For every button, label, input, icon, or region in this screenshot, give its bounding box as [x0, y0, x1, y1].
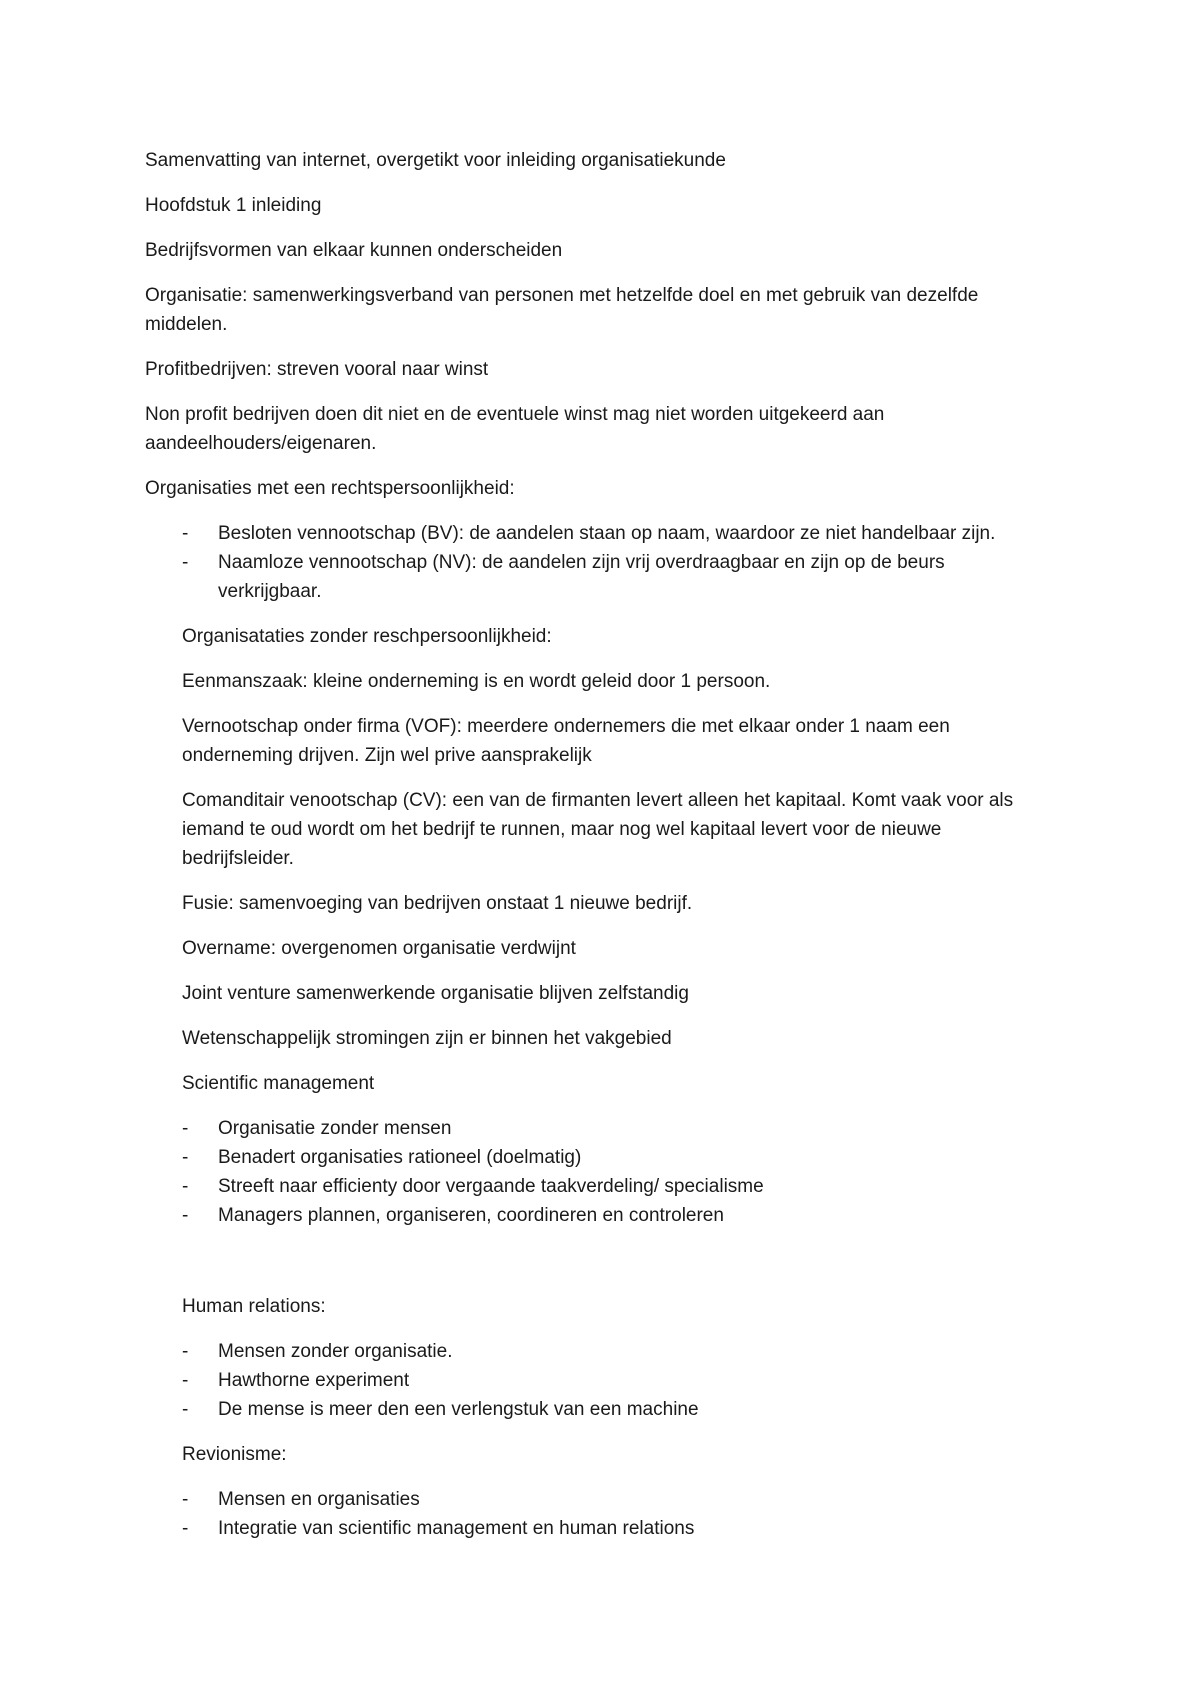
dash-marker: - — [182, 1518, 189, 1539]
list-item-text: Mensen zonder organisatie. — [218, 1341, 453, 1362]
list-scientific-management — [182, 1114, 1050, 1230]
list-item — [182, 1485, 1050, 1514]
list-item-text: Mensen en organisaties — [218, 1489, 420, 1510]
list-item-text: Besloten vennootschap (BV): de aandelen staan op naam, waardoor ze niet handelbaar zijn. — [218, 523, 996, 544]
definition-organisatie: Organisatie: samenwerkingsverband van personen met hetzelfde doel en met gebruik van dezelfde middelen. — [145, 285, 979, 335]
dash-marker: - — [182, 1176, 189, 1197]
dash-marker: - — [182, 552, 189, 573]
list-item — [182, 548, 1050, 606]
list-item — [182, 1366, 1050, 1395]
dash-marker: - — [182, 1147, 189, 1168]
dash-marker: - — [182, 1370, 189, 1391]
list-item-text: Hawthorne experiment — [218, 1370, 410, 1391]
list-item — [182, 1114, 1050, 1143]
list-revionisme — [182, 1485, 1050, 1543]
definition-nonprofit: Non profit bedrijven doen dit niet en de eventuele winst mag niet worden uitgekeerd aan aandeelhouders/eigenaren. — [145, 404, 885, 454]
list-item-text: Managers plannen, organiseren, coordineren en controleren — [218, 1205, 724, 1226]
dash-marker: - — [182, 1341, 189, 1362]
dash-marker: - — [182, 1489, 189, 1510]
definition-joint-venture: Joint venture samenwerkende organisatie blijven zelfstandig — [182, 983, 689, 1004]
section-heading-met-rechtspersoon: Organisaties met een rechtspersoonlijkheid: — [145, 478, 515, 499]
blank-line — [145, 1246, 1050, 1292]
chapter-heading: Hoofdstuk 1 inleiding — [145, 195, 322, 216]
dash-marker: - — [182, 523, 189, 544]
learning-goal: Bedrijfsvormen van elkaar kunnen onderscheiden — [145, 240, 563, 261]
dash-marker: - — [182, 1205, 189, 1226]
list-item-text: Streeft naar efficienty door vergaande taakverdeling/ specialisme — [218, 1176, 764, 1197]
list-item — [182, 519, 1050, 548]
list-item-text: De mense is meer den een verlengstuk van een machine — [218, 1399, 699, 1420]
dash-marker: - — [182, 1118, 189, 1139]
definition-cv: Comanditair venootschap (CV): een van de firmanten levert alleen het kapitaal. Komt vaak voor als iemand te oud wordt om het bedrijf te runnen, maar nog wel kapitaal levert voor de nieuwe bedrijfsleider. — [182, 790, 1014, 869]
list-item — [182, 1172, 1050, 1201]
definition-eenmanszaak: Eenmanszaak: kleine onderneming is en wordt geleid door 1 persoon. — [182, 671, 771, 692]
section-heading-human-relations: Human relations: — [182, 1296, 326, 1317]
stromingen-intro: Wetenschappelijk stromingen zijn er binnen het vakgebied — [182, 1028, 672, 1049]
document-body — [145, 146, 1050, 1559]
section-heading-scientific: Scientific management — [182, 1073, 375, 1094]
list-item — [182, 1337, 1050, 1366]
list-item — [182, 1143, 1050, 1172]
list-item — [182, 1514, 1050, 1543]
list-item — [182, 1201, 1050, 1230]
section-heading-revionisme: Revionisme: — [182, 1444, 287, 1465]
section-heading-zonder-rechtspersoon: Organisataties zonder reschpersoonlijkheid: — [182, 626, 552, 647]
definition-fusie: Fusie: samenvoeging van bedrijven onstaat 1 nieuwe bedrijf. — [182, 893, 693, 914]
document-title: Samenvatting van internet, overgetikt voor inleiding organisatiekunde — [145, 150, 726, 171]
dash-marker: - — [182, 1399, 189, 1420]
list-item-text: Naamloze vennootschap (NV): de aandelen zijn vrij overdraagbaar en zijn op de beurs verkrijgbaar. — [218, 552, 945, 602]
list-item — [182, 1395, 1050, 1424]
definition-overname: Overname: overgenomen organisatie verdwijnt — [182, 938, 576, 959]
list-met-rechtspersoon — [182, 519, 1050, 606]
list-item-text: Integratie van scientific management en human relations — [218, 1518, 695, 1539]
list-item-text: Organisatie zonder mensen — [218, 1118, 452, 1139]
list-human-relations — [182, 1337, 1050, 1424]
definition-profit: Profitbedrijven: streven vooral naar winst — [145, 359, 489, 380]
list-item-text: Benadert organisaties rationeel (doelmatig) — [218, 1147, 582, 1168]
definition-vof: Vernootschap onder firma (VOF): meerdere ondernemers die met elkaar onder 1 naam een onderneming drijven. Zijn wel prive aansprakelijk — [182, 716, 950, 766]
